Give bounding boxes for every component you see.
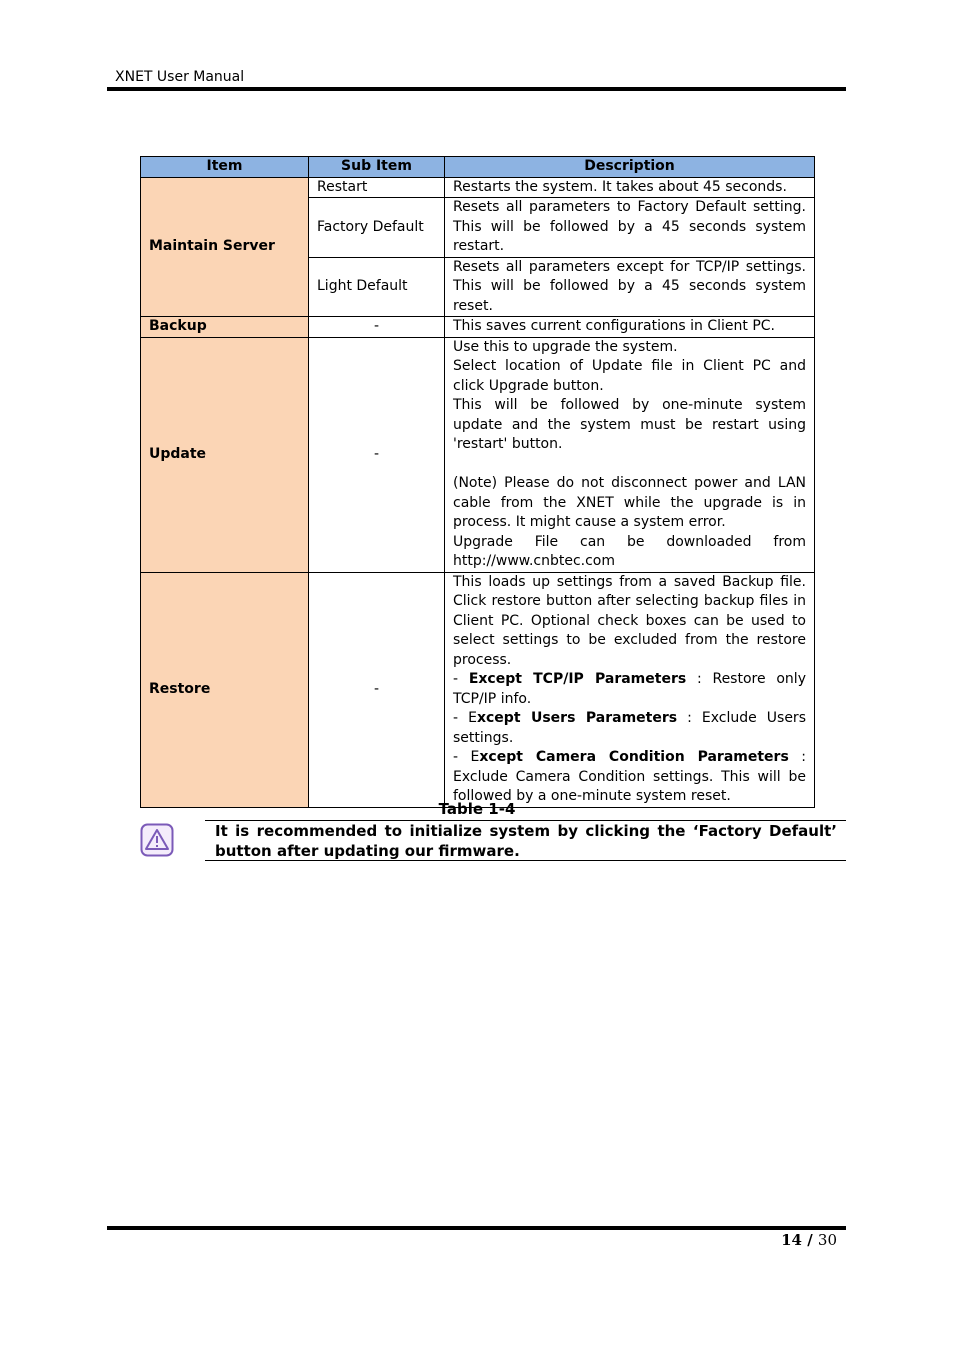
option-title: xcept Users Parameters xyxy=(476,710,678,726)
sub-item-backup: - xyxy=(309,317,445,338)
desc-backup: This saves current configurations in Client PC. xyxy=(445,317,815,338)
option-text: : Exclude Users settings. xyxy=(453,710,806,746)
table-row xyxy=(141,177,815,198)
update-url: http://www.cnbtec.com xyxy=(453,553,616,569)
item-backup: Backup xyxy=(141,317,309,338)
sub-item-restart: Restart xyxy=(309,177,445,198)
page-separator: / xyxy=(801,1231,818,1249)
settings-table xyxy=(140,156,815,808)
update-line: Use this to upgrade the system. xyxy=(453,338,678,355)
header-description: Description xyxy=(445,157,815,178)
desc-restart: Restarts the system. It takes about 45 seconds. xyxy=(445,177,815,198)
restore-intro: This loads up settings from a saved Backup file. Click restore button after selecting backup files in Client PC. Optional check boxes can be used to select settings to be excluded from the restore process. xyxy=(453,573,806,668)
update-line: Select location of Update file in Client PC and click Upgrade button. xyxy=(453,358,806,394)
warning-icon xyxy=(140,823,174,857)
restore-option xyxy=(453,670,806,709)
spacer xyxy=(453,455,806,475)
table-caption: Table 1-4 xyxy=(438,800,516,818)
restore-option xyxy=(453,709,806,748)
table-row xyxy=(141,572,815,807)
page-total: 30 xyxy=(817,1231,837,1249)
option-title: xcept Camera Condition Parameters xyxy=(479,749,789,765)
sub-item-factory-default: Factory Default xyxy=(309,198,445,258)
item-maintain-server: Maintain Server xyxy=(141,177,309,317)
note-text: It is recommended to initialize system by clicking the ‘Factory Default’ button after updating our firmware. xyxy=(215,822,837,860)
table-row xyxy=(141,337,815,572)
desc-factory-default: Resets all parameters to Factory Default setting. This will be followed by a 45 seconds system restart. xyxy=(445,198,815,258)
document-header-title: XNET User Manual xyxy=(115,69,245,85)
item-update: Update xyxy=(141,337,309,572)
desc-update xyxy=(445,337,815,572)
update-note: (Note) Please do not disconnect power and LAN cable from the XNET while the upgrade is in process. It might cause a system error. xyxy=(453,475,806,530)
firmware-note xyxy=(205,820,846,861)
option-prefix: - xyxy=(453,749,471,765)
option-text: : Exclude Camera Condition settings. This will be followed by a one-minute system reset. xyxy=(453,749,807,804)
option-prefix: - xyxy=(453,710,469,726)
update-line: This will be followed by one-minute system update and the system must be restart using 'restart' button. xyxy=(453,397,806,452)
option-prefix: - xyxy=(453,671,469,687)
header-sub-item: Sub Item xyxy=(309,157,445,178)
update-download-text: Upgrade File can be downloaded from xyxy=(453,533,806,550)
footer-rule xyxy=(107,1226,846,1230)
table-row xyxy=(141,317,815,338)
item-restore: Restore xyxy=(141,572,309,807)
page-number xyxy=(781,1231,837,1249)
desc-restore xyxy=(445,572,815,807)
sub-item-update: - xyxy=(309,337,445,572)
table-header-row xyxy=(141,157,815,178)
header-rule xyxy=(107,87,846,91)
option-first-letter: E xyxy=(470,749,480,765)
option-text: : Restore only TCP/IP info. xyxy=(453,671,806,707)
sub-item-light-default: Light Default xyxy=(309,257,445,317)
restore-option xyxy=(453,748,806,807)
option-first-letter: E xyxy=(468,710,477,726)
header-item: Item xyxy=(141,157,309,178)
desc-light-default: Resets all parameters except for TCP/IP settings. This will be followed by a 45 seconds system reset. xyxy=(445,257,815,317)
option-title: Except TCP/IP Parameters xyxy=(468,671,687,687)
page-current: 14 xyxy=(781,1231,802,1249)
sub-item-restore: - xyxy=(309,572,445,807)
